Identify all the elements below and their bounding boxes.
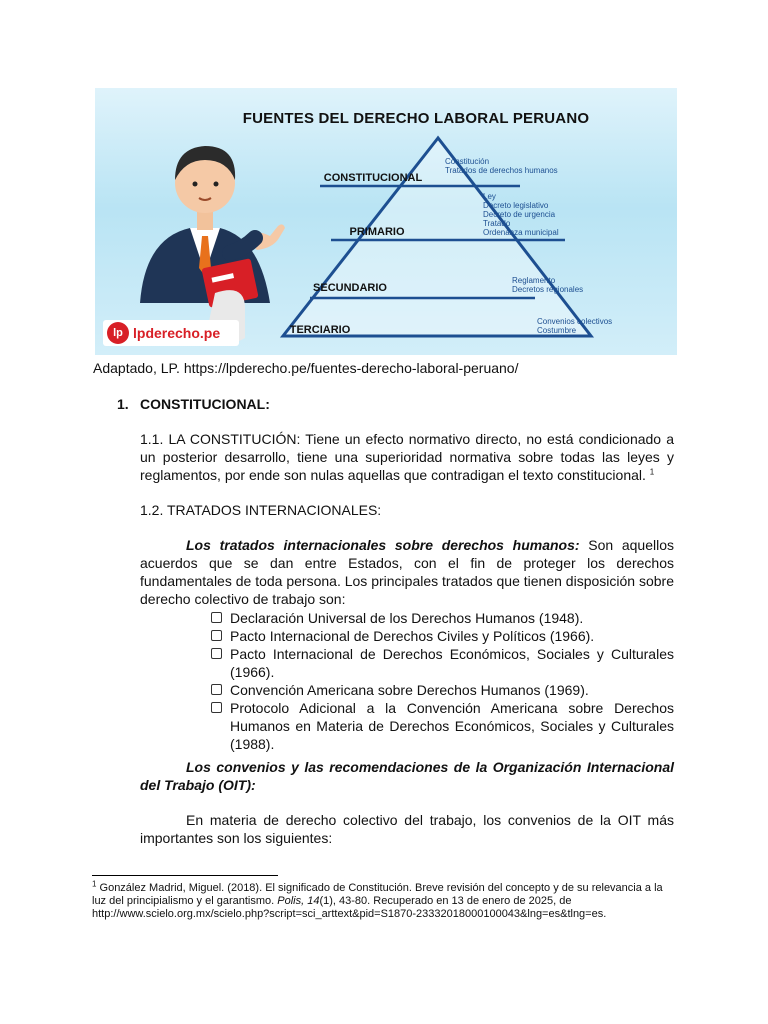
list-item — [211, 681, 674, 699]
level-label-constitucional: CONSTITUCIONAL — [323, 172, 423, 184]
tratados-text: Son aquellos acuerdos que se dan entre Estados, con el fin de proteger los derechos fundamentales de toda persona. Los principales tratados que tienen disposición sobre derecho colectivo de trabajo son: — [140, 537, 675, 607]
paragraph-oit: En materia de derecho colectivo del trabajo, los convenios de la OIT más importantes son los siguientes: — [140, 812, 674, 846]
paragraph-text: 1.1. LA CONSTITUCIÓN: Tiene un efecto normativo directo, no está condicionado a un posterior desarrollo, tiene una superioridad normativa sobre todas las leyes y reglamentos, por ende son nulas aquellas que contradigan el texto constitucional. — [140, 431, 674, 483]
detail-item: Reglamento — [512, 276, 556, 285]
detail-item: Convenios colectivos — [537, 317, 613, 326]
paragraph-tratados-heading: 1.2. TRATADOS INTERNACIONALES: — [140, 502, 382, 518]
level-label-secundario: SECUNDARIO — [313, 282, 387, 294]
level-details-primario — [483, 192, 559, 237]
section-number: 1. — [117, 396, 129, 412]
list-item — [211, 645, 674, 681]
footnote-text-rest: (1), 43-80. Recuperado en 13 de enero de 2025, de http://www.scielo.org.mx/scielo.php?script=sci_arttext&pid=S1870-23332018000100043&lng=es&tlng=es. — [92, 895, 607, 920]
detail-item: Decretos regionales — [512, 285, 584, 294]
level-details-constitucional — [445, 157, 558, 175]
level-label-primario: PRIMARIO — [349, 226, 405, 238]
footnote — [92, 879, 674, 921]
lawyer-illustration — [140, 146, 285, 345]
list-item-text: Protocolo Adicional a la Convención Americana sobre Derechos Humanos en Materia de Derechos Económicos, Sociales y Culturales (1988). — [230, 700, 674, 752]
checkbox-icon — [211, 612, 222, 623]
detail-item: Tratados de derechos humanos — [445, 166, 558, 175]
paragraph-constitucion — [140, 430, 674, 484]
list-item-text: Pacto Internacional de Derechos Económicos, Sociales y Culturales (1966). — [230, 646, 674, 680]
detail-item: Costumbre — [537, 326, 577, 335]
list-item — [211, 699, 674, 753]
detail-item: Decreto legislativo — [483, 201, 549, 210]
detail-item: Ordenanza municipal — [483, 228, 559, 237]
detail-item: Constitución — [445, 157, 490, 166]
list-item-text: Pacto Internacional de Derechos Civiles y Políticos (1966). — [230, 628, 595, 644]
footnote-journal: Polis, — [277, 895, 305, 907]
list-item-text: Convención Americana sobre Derechos Humanos (1969). — [230, 682, 589, 698]
checkbox-icon — [211, 684, 222, 695]
pyramid-graphic — [95, 88, 677, 355]
detail-item: Decreto de urgencia — [483, 210, 556, 219]
logo-text: lpderecho.pe — [133, 325, 221, 341]
footnote-text: González Madrid, Miguel. (2018). El significado de Constitución. Breve revisión del concepto y de su relevancia a la luz del principialismo y el garantismo. — [92, 882, 663, 907]
checkbox-icon — [211, 702, 222, 713]
paragraph-tratados — [140, 536, 674, 608]
image-caption: Adaptado, LP. https://lpderecho.pe/fuentes-derecho-laboral-peruano/ — [93, 360, 519, 376]
oit-heading: Los convenios y las recomendaciones de la Organización Internacional del Trabajo (OIT): — [140, 759, 674, 793]
detail-item: Ley — [483, 192, 496, 201]
list-item — [211, 627, 674, 645]
level-label-terciario: TERCIARIO — [289, 324, 351, 336]
footnote-separator — [92, 875, 278, 876]
treaty-list — [211, 609, 674, 753]
section-heading: CONSTITUCIONAL: — [140, 396, 270, 412]
lpderecho-logo — [103, 320, 239, 346]
checkbox-icon — [211, 630, 222, 641]
footnote-volume: 14 — [307, 895, 320, 907]
level-details-terciario — [537, 317, 612, 335]
list-item — [211, 609, 674, 627]
footnote-ref: 1 — [649, 467, 655, 477]
list-item-text: Declaración Universal de los Derechos Humanos (1948). — [230, 610, 584, 626]
detail-item: Tratado — [483, 219, 511, 228]
level-details-secundario — [512, 276, 583, 294]
infographic-title: FUENTES DEL DERECHO LABORAL PERUANO — [242, 110, 590, 127]
logo-mark: lp — [107, 322, 129, 344]
tratados-lead: Los tratados internacionales sobre derechos humanos: — [186, 537, 580, 553]
infographic-image — [95, 88, 677, 355]
checkbox-icon — [211, 648, 222, 659]
footnote-mark: 1 — [92, 879, 97, 889]
